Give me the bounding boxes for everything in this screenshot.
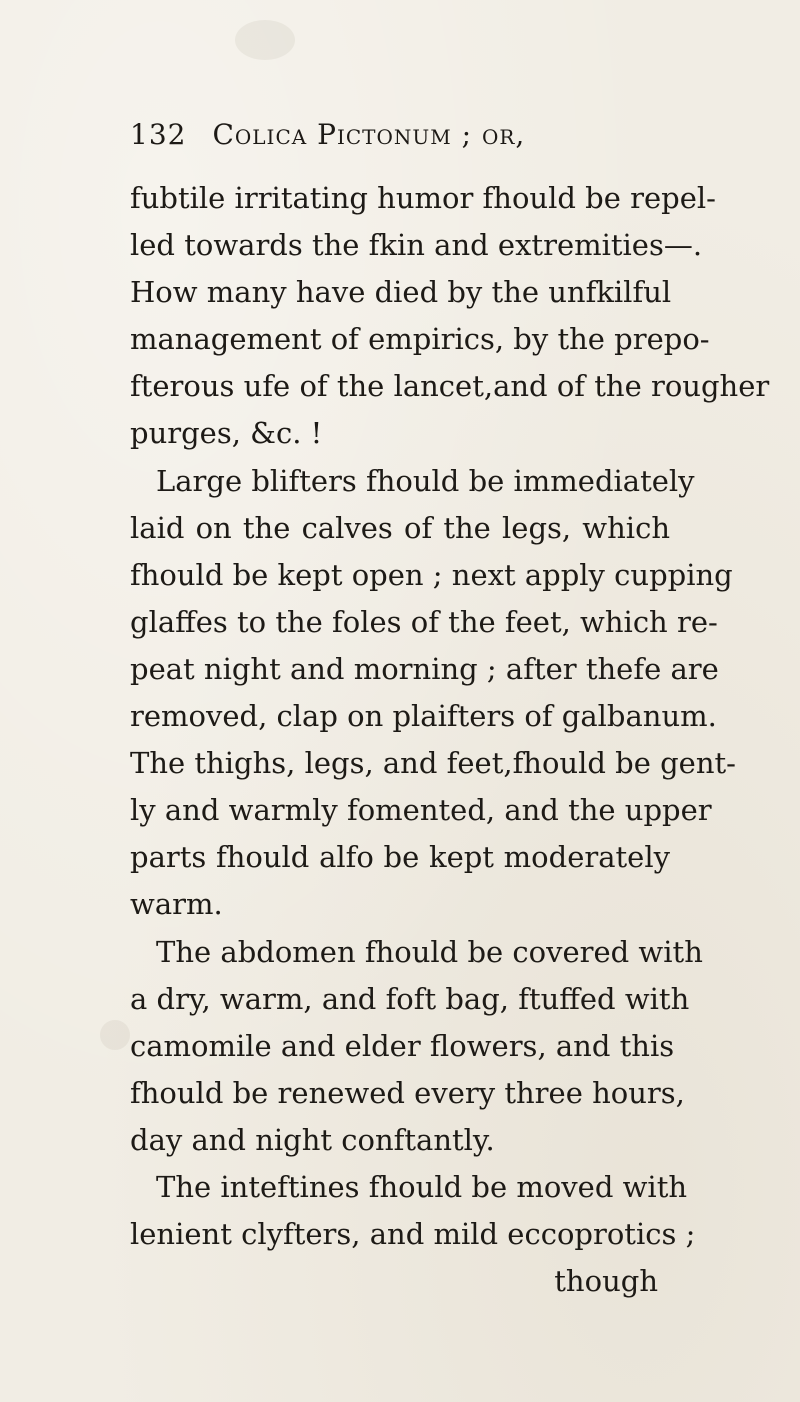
text-line: removed, clap on plaifters of galbanum. (130, 699, 717, 734)
text-line: The inteftines fhould be moved with (156, 1169, 688, 1204)
text-line: glaffes to the foles of the feet, which re- (130, 604, 718, 639)
text-line: fterous ufe of the lancet,and of the rougher (130, 369, 770, 404)
catchword: though (554, 1264, 658, 1299)
text-line: Large blifters fhould be immediately (156, 463, 695, 498)
text-line: The abdomen fhould be covered with (156, 934, 703, 969)
text-line: lenient clyfters, and mild eccoprotics ; (130, 1217, 696, 1252)
text-line: day and night conftantly. (130, 1122, 495, 1157)
text-line: laid on the calves of the legs, which (130, 510, 670, 545)
paper-stain (235, 20, 295, 60)
page-number: 132 (130, 118, 187, 151)
text-line: a dry, warm, and foft bag, ftuffed with (130, 981, 690, 1016)
text-line: warm. (130, 887, 223, 922)
text-line: How many have died by the unfkilful (130, 275, 672, 310)
text-line: fubtile irritating humor fhould be repel- (130, 181, 716, 215)
text-line: The thighs, legs, and feet,fhould be gent- (130, 746, 736, 781)
text-line: peat night and morning ; after thefe are (130, 651, 719, 686)
text-line: fhould be kept open ; next apply cupping (130, 557, 733, 592)
text-line: fhould be renewed every three hours, (130, 1075, 685, 1110)
text-line: management of empirics, by the prepo- (130, 322, 710, 357)
text-line: purges, &c. ! (130, 416, 323, 451)
text-line: parts fhould alfo be kept moderately (130, 840, 670, 875)
text-line: camomile and elder flowers, and this (130, 1028, 675, 1063)
body-text (130, 175, 770, 1305)
running-title: Colica Pictonum ; or, (212, 118, 526, 151)
text-line: ly and warmly fomented, and the upper (130, 793, 712, 828)
text-line: led towards the fkin and extremities—. (130, 228, 703, 263)
running-head (130, 118, 650, 160)
paper-stain (100, 1020, 130, 1050)
